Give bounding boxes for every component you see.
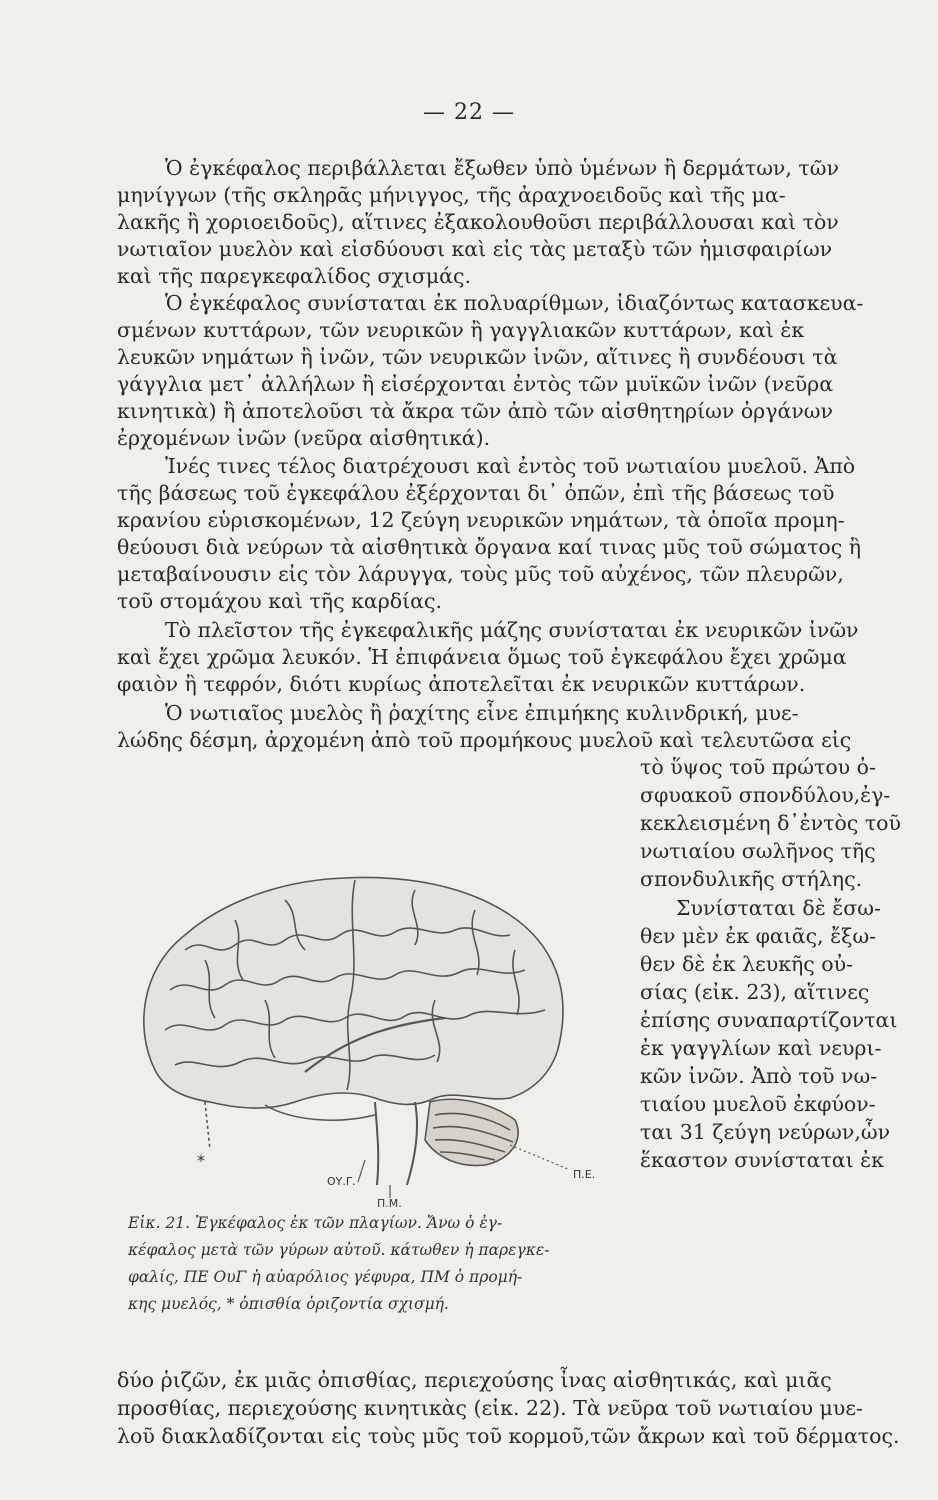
side-text-line: Συνίσταται δὲ ἔσω- xyxy=(676,896,881,920)
side-text-line: ἐπίσης συναπαρτίζονται xyxy=(640,1008,898,1032)
side-text-line: ἕκαστον συνίσταται ἐκ xyxy=(640,1148,884,1172)
side-text-line: τιαίου μυελοῦ ἐκφύον- xyxy=(640,1092,876,1116)
text-line: ἐρχομένων ἰνῶν (νεῦρα αἰσθητικά). xyxy=(117,426,491,450)
text-line: κρανίου εὑρισκομένων, 12 ζεύγη νευρικῶν νημάτων, τὰ ὁποῖα προμη- xyxy=(117,508,845,532)
text-line: μηνίγγων (τῆς σκληρᾶς μήνιγγος, τῆς ἀραχνοειδοῦς καὶ τῆς μα- xyxy=(117,183,786,207)
text-line: Ὁ νωτιαῖος μυελὸς ἢ ῥαχίτης εἶνε ἐπιμήκης κυλινδρική, μυε- xyxy=(165,701,799,725)
figure-label-star: * xyxy=(197,1151,205,1170)
text-line: λευκῶν νημάτων ἢ ἰνῶν, τῶν νευρικῶν ἰνῶν, αἵτινες ἢ συνδέουσι τὰ xyxy=(117,345,838,369)
side-text-line: σίας (εἰκ. 23), αἵτινες xyxy=(640,980,870,1004)
brain-illustration xyxy=(115,840,635,1210)
text-line: μεταβαίνουσιν εἰς τὸν λάρυγγα, τοὺς μῦς τοῦ αὐχένος, τῶν πλευρῶν, xyxy=(117,562,844,586)
text-line: κινητικὰ) ἢ ἀποτελοῦσι τὰ ἄκρα τῶν ἀπὸ τῶν αἰσθητηρίων ὀργάνων xyxy=(117,399,833,423)
figure-label-pm: Π.Μ. xyxy=(377,1197,402,1210)
side-text-line: ται 31 ζεύγη νεύρων,ὧν xyxy=(640,1120,891,1144)
text-line: Τὸ πλεῖστον τῆς ἐγκεφαλικῆς μάζης συνίσταται ἐκ νευρικῶν ἰνῶν xyxy=(165,618,859,642)
side-text-line: σπονδυλικῆς στήλης. xyxy=(640,867,863,891)
figure-caption: Εἰκ. 21. Ἐγκέφαλος ἐκ τῶν πλαγίων. Ἄνω ὁ ἐγ- κέφαλος μετὰ τῶν γύρων αὐτοῦ. κάτωθεν ἡ παρεγκε- φαλίς, ΠΕ ΟυΓ ἡ αὐαρόλιος γέφυρα, ΠΜ ὁ προμή- κης μυελός, * ὀπισθία ὁριζοντία σχισμή. xyxy=(128,1214,550,1313)
text-line: προσθίας, περιεχούσης κινητικὰς (εἰκ. 22). Τὰ νεῦρα τοῦ νωτιαίου μυε- xyxy=(117,1396,863,1420)
figure-label-pe: Π.Ε. xyxy=(573,1168,596,1181)
side-text-line: ἐκ γαγγλίων καὶ νευρι- xyxy=(640,1036,882,1060)
side-text-line: νωτιαίου σωλῆνος τῆς xyxy=(640,839,876,863)
text-line: λώδης δέσμη, ἀρχομένη ἀπὸ τοῦ προμήκους μυελοῦ καὶ τελευτῶσα εἰς xyxy=(117,728,852,752)
side-text-line: θεν δὲ ἐκ λευκῆς οὐ- xyxy=(640,952,854,976)
side-text-line: κεκλεισμένη δ᾽ἐντὸς τοῦ xyxy=(640,811,901,835)
text-line: καὶ τῆς παρεγκεφαλίδος σχισμάς. xyxy=(117,264,472,288)
text-line: φαιὸν ἢ τεφρόν, διότι κυρίως ἀποτελεῖται ἐκ νευρικῶν κυττάρων. xyxy=(117,672,806,696)
side-text-line: σφυακοῦ σπονδύλου,ἐγ- xyxy=(640,783,891,807)
side-text-line: θεν μὲν ἐκ φαιᾶς, ἔξω- xyxy=(640,924,877,948)
side-text-line: κῶν ἰνῶν. Ἀπὸ τοῦ νω- xyxy=(640,1064,878,1088)
text-line: Ὁ ἐγκέφαλος συνίσταται ἐκ πολυαρίθμων, ἰδιαζόντως κατασκευα- xyxy=(165,291,864,315)
text-line: νωτιαῖον μυελὸν καὶ εἰσδύουσι καὶ εἰς τὰς μεταξὺ τῶν ἡμισφαιρίων xyxy=(117,237,833,261)
text-line: Ὁ ἐγκέφαλος περιβάλλεται ἔξωθεν ὑπὸ ὑμένων ἢ δερμάτων, τῶν xyxy=(165,156,839,180)
text-line: τοῦ στομάχου καὶ τῆς καρδίας. xyxy=(117,589,443,613)
text-line: σμένων κυττάρων, τῶν νευρικῶν ἢ γαγγλιακῶν κυττάρων, καὶ ἐκ xyxy=(117,318,805,342)
text-line: Ἰνές τινες τέλος διατρέχουσι καὶ ἐντὸς τοῦ νωτιαίου μυελοῦ. Ἀπὸ xyxy=(165,454,856,478)
text-line: θεύουσι διὰ νεύρων τὰ αἰσθητικὰ ὄργανα καί τινας μῦς τοῦ σώματος ἢ xyxy=(117,535,862,559)
text-line: λακῆς ἢ χοριοειδοῦς), αἵτινες ἐξακολουθοῦσι περιβάλλουσαι καὶ τὸν xyxy=(117,210,839,234)
page-number: — 22 — xyxy=(423,100,515,125)
text-line: γάγγλια μετ᾽ ἀλλήλων ἢ εἰσέρχονται ἐντὸς τῶν μυϊκῶν ἰνῶν (νεῦρα xyxy=(117,372,834,396)
text-line: λοῦ διακλαδίζονται εἰς τοὺς μῦς τοῦ κορμοῦ,τῶν ἄκρων καὶ τοῦ δέρματος. xyxy=(117,1424,900,1448)
side-text-line: τὸ ὕψος τοῦ πρώτου ὀ- xyxy=(640,755,876,779)
text-line: καὶ ἔχει χρῶμα λευκόν. Ἡ ἐπιφάνεια ὅμως τοῦ ἐγκεφάλου ἔχει χρῶμα xyxy=(117,645,847,669)
figure-label-ouG: ΟΥ.Γ. xyxy=(327,1175,356,1188)
text-line: τῆς βάσεως τοῦ ἐγκεφάλου ἐξέρχονται δι᾽ ὀπῶν, ἐπὶ τῆς βάσεως τοῦ xyxy=(117,481,835,505)
text-line: δύο ῥιζῶν, ἐκ μιᾶς ὀπισθίας, περιεχούσης ἶνας αἰσθητικάς, καὶ μιᾶς xyxy=(117,1368,832,1392)
